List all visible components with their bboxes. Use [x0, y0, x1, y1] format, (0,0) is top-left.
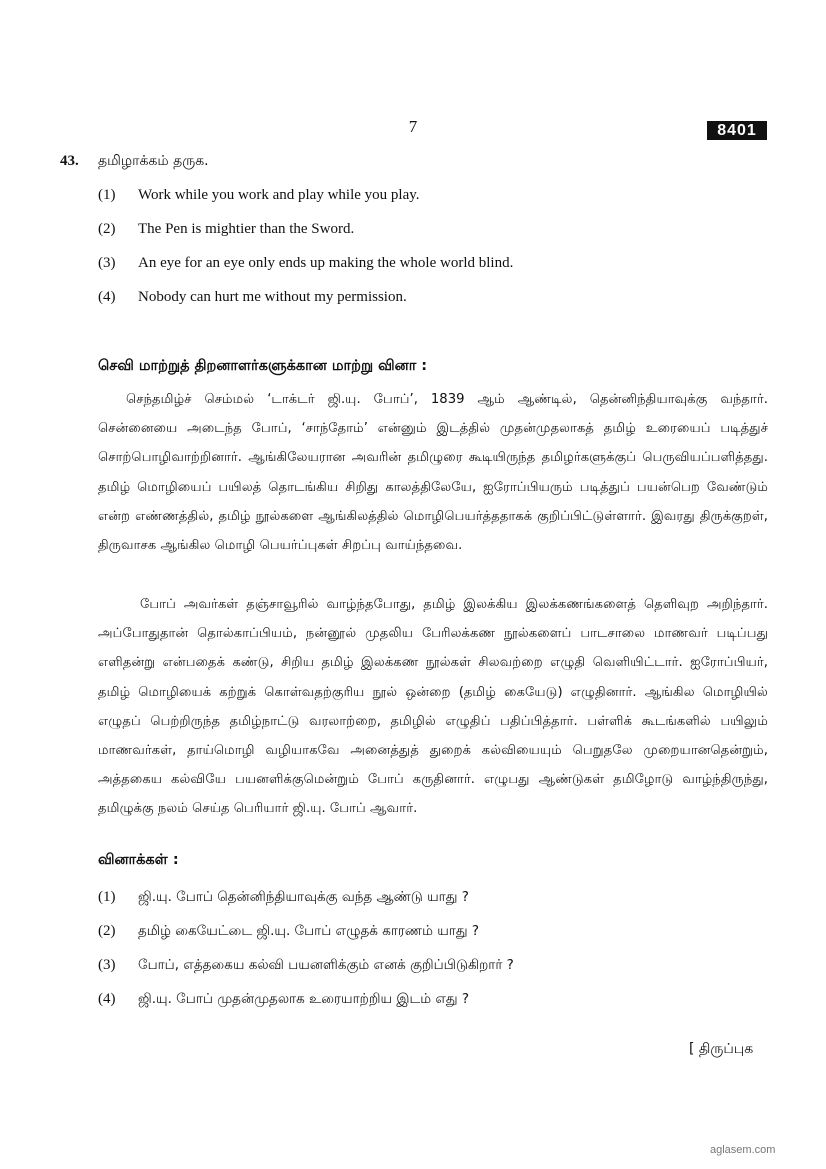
questions-heading: வினாக்கள் : [98, 852, 179, 868]
translation-item-text: The Pen is mightier than the Sword. [138, 221, 355, 237]
translation-item-number: (3) [98, 255, 116, 271]
question-instruction: தமிழாக்கம் தருக. [98, 153, 209, 169]
continuation-marker: [ திருப்புக [689, 1041, 754, 1057]
comprehension-paragraph-2: போப் அவர்கள் தஞ்சாவூரில் வாழ்ந்தபோது, தமிழ் இலக்கிய இலக்கணங்களைத் தெளிவுற அறிந்தார். அப்போதுதான் தொல்காப்பியம், நன்னூல் முதலிய பேரிலக்கண நூல்களைப் பாடசாலை மாணவர் படிப்பது எளிதன்று என்பதைக் கண்டு, சிறிய தமிழ் இலக்கண நூல்கள் சிலவற்றை எழுதி வெளியிட்டார். ஐரோப்பியர், தமிழ் மொழியைக் கற்றுக் கொள்வதற்குரிய நூல் ஒன்றை (தமிழ் கையேடு) எழுதினார். ஆங்கில மொழியில் எழுதப் பெற்றிருந்த தமிழ்நாட்டு வரலாற்றை, தமிழில் எழுதிப் பதிப்பித்தார். பள்ளிக் கூடங்களில் பயிலும் மாணவர்கள், தாய்மொழி வழியாகவே அனைத்துத் துறைக் கல்வியையும் பெறுதலே முறையானதென்றும், அத்தகைய கல்வியே பயனளிக்குமென்றும் போப் கருதினார். எழுபது ஆண்டுகள் தமிழோடு வாழ்ந்திருந்து, தமிழுக்கு நலம் செய்த பெரியார் ஜி.யு. போப் ஆவார். [98, 597, 768, 817]
translation-item-number: (1) [98, 187, 116, 203]
page-number: 7 [408, 117, 418, 136]
paper-code-badge: 8401 [707, 121, 767, 140]
translation-item-number: (2) [98, 221, 116, 237]
question-item-text: தமிழ் கையேட்டை ஜி.யு. போப் எழுதக் காரணம் யாது ? [138, 923, 480, 939]
translation-item-text: Nobody can hurt me without my permission. [138, 289, 407, 305]
question-item-text: ஜி.யு. போப் தென்னிந்தியாவுக்கு வந்த ஆண்டு யாது ? [138, 889, 469, 905]
watermark: aglasem.com [710, 1144, 776, 1156]
comprehension-paragraph-1: செந்தமிழ்ச் செம்மல் ‘டாக்டர் ஜி.யு. போப்’, 1839 ஆம் ஆண்டில், தென்னிந்தியாவுக்கு வந்தார். சென்னையை அடைந்த போப், ‘சாந்தோம்’ என்னும் இடத்தில் முதன்முதலாகத் தமிழ் உரையைப் படித்துச் சொற்பொழிவாற்றினார். ஆங்கிலேயரான அவரின் தமிழுரை கூடியிருந்த தமிழர்களுக்குப் பெருவியப்பளித்தது. தமிழ் மொழியைப் பயிலத் தொடங்கிய சிறிது காலத்திலேயே, ஐரோப்பியரும் படித்துப் பயன்பெற வேண்டும் என்ற எண்ணத்தில், தமிழ் நூல்களை ஆங்கிலத்தில் மொழிபெயர்த்ததாகக் குறிப்பிட்டுள்ளார். இவரது திருக்குறள், திருவாசக ஆங்கில மொழி பெயர்ப்புகள் சிறப்பு வாய்ந்தவை. [98, 392, 768, 554]
question-item-text: ஜி.யு. போப் முதன்முதலாக உரையாற்றிய இடம் எது ? [138, 991, 470, 1007]
translation-item-text: An eye for an eye only ends up making the whole world blind. [138, 255, 514, 271]
translation-item-text: Work while you work and play while you play. [138, 187, 420, 203]
question-number: 43. [60, 153, 79, 169]
question-item-number: (3) [98, 957, 116, 973]
comprehension-heading: செவி மாற்றுத் திறனாளர்களுக்கான மாற்று வினா : [98, 358, 428, 374]
question-item-number: (2) [98, 923, 116, 939]
translation-item-number: (4) [98, 289, 116, 305]
question-item-number: (4) [98, 991, 116, 1007]
question-item-number: (1) [98, 889, 116, 905]
question-item-text: போப், எத்தகைய கல்வி பயனளிக்கும் எனக் குறிப்பிடுகிறார் ? [138, 957, 514, 973]
